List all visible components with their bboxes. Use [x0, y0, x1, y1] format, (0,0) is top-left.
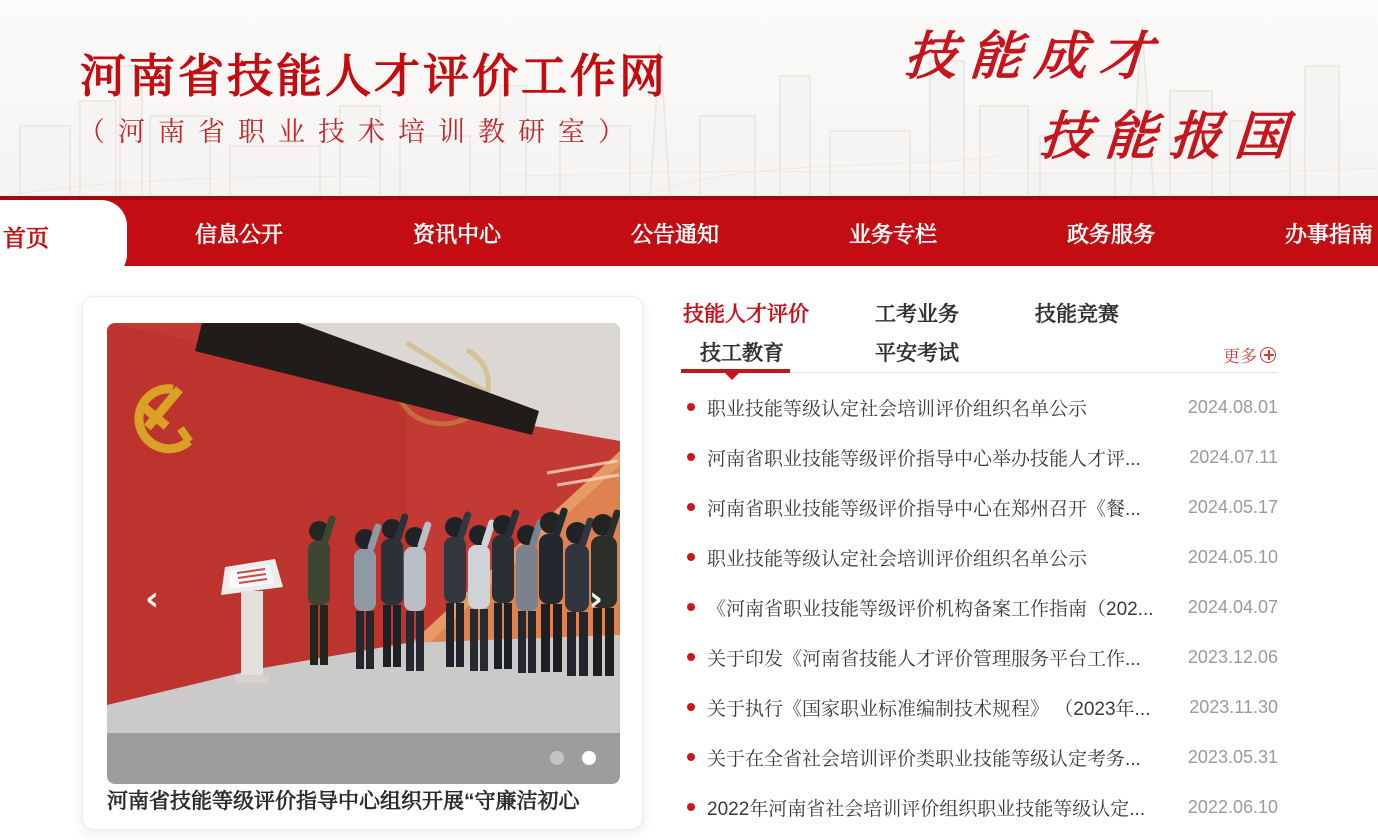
- news-item-date: 2022.06.10: [1187, 796, 1278, 817]
- slogan-line-1: 技能成才: [902, 26, 1167, 87]
- news-item-title: 河南省职业技能等级评价指导中心举办技能人才评...: [707, 448, 1141, 470]
- news-item-title: 2022年河南省社会培训评价组织职业技能等级认定...: [707, 798, 1146, 820]
- nav-item[interactable]: [348, 200, 566, 266]
- news-item-title: 职业技能等级认定社会培训评价组织名单公示: [707, 548, 1088, 570]
- news-item-date: 2024.04.07: [1187, 596, 1278, 617]
- bullet-dot-icon: [687, 753, 695, 761]
- bullet-dot-icon: [687, 803, 695, 811]
- more-link[interactable]: [1223, 342, 1276, 367]
- nav-item[interactable]: [1002, 200, 1220, 266]
- active-tab-indicator: [681, 369, 790, 373]
- news-item-date: 2023.12.06: [1187, 646, 1278, 667]
- bullet-dot-icon: [687, 403, 695, 411]
- nav-item-label: 业务专栏: [848, 221, 937, 247]
- news-list-item[interactable]: [681, 532, 1278, 582]
- nav-item-label: 公告通知: [630, 221, 719, 247]
- news-item-title: 关于执行《国家职业标准编制技术规程》 （2023年...: [707, 698, 1151, 720]
- news-list-item[interactable]: [681, 582, 1278, 632]
- tab-separator-line: [790, 372, 1278, 373]
- news-tab-worker-exam-business[interactable]: 工考业务: [875, 303, 959, 326]
- carousel-photo[interactable]: [107, 323, 620, 733]
- news-list-item[interactable]: [681, 432, 1278, 482]
- news-tab-safe-examination[interactable]: 平安考试: [875, 342, 959, 365]
- news-item-date: 2023.05.31: [1187, 746, 1278, 767]
- carousel-dot-1[interactable]: [550, 751, 564, 765]
- carousel-card: [82, 296, 643, 830]
- news-list: [681, 382, 1278, 832]
- news-item-date: 2024.05.10: [1187, 546, 1278, 567]
- main-nav: [0, 200, 1378, 266]
- bullet-dot-icon: [687, 653, 695, 661]
- carousel-prev-button[interactable]: ‹: [144, 579, 159, 619]
- more-label: 更多: [1223, 347, 1257, 366]
- nav-item-label: 信息公开: [194, 221, 283, 247]
- news-item-date: 2024.05.17: [1187, 496, 1278, 517]
- news-item-date: 2023.11.30: [1189, 696, 1278, 717]
- nav-item[interactable]: [566, 200, 784, 266]
- news-tab-technical-education[interactable]: 技工教育: [700, 342, 784, 365]
- news-item-date: 2024.07.11: [1189, 446, 1278, 467]
- slogan-line-2: 技能报国: [1037, 106, 1302, 167]
- site-header: [0, 0, 1378, 196]
- carousel-next-button[interactable]: ›: [588, 579, 603, 619]
- news-tab-skill-talent-evaluation[interactable]: 技能人才评价: [683, 303, 809, 326]
- news-list-item[interactable]: [681, 632, 1278, 682]
- news-item-title: 关于在全省社会培训评价类职业技能等级认定考务...: [707, 748, 1141, 770]
- news-list-item[interactable]: [681, 682, 1278, 732]
- news-panel: [681, 296, 1278, 830]
- bullet-dot-icon: [687, 703, 695, 711]
- nav-item-label: 办事指南: [1284, 221, 1373, 247]
- news-list-item[interactable]: [681, 782, 1278, 832]
- circled-plus-icon: [1260, 347, 1276, 363]
- news-item-title: 《河南省职业技能等级评价机构备案工作指南（202...: [707, 598, 1154, 620]
- nav-item-label: 资讯中心: [412, 221, 501, 247]
- nav-item[interactable]: [130, 200, 348, 266]
- news-item-title: 河南省职业技能等级评价指导中心在郑州召开《餐...: [707, 498, 1141, 520]
- nav-items: [0, 200, 1378, 266]
- nav-item-label: 政务服务: [1066, 221, 1155, 247]
- news-item-title: 职业技能等级认定社会培训评价组织名单公示: [707, 398, 1088, 420]
- nav-home-label: 首页: [3, 225, 49, 251]
- bullet-dot-icon: [687, 453, 695, 461]
- carousel-caption-bar: [107, 733, 620, 784]
- news-list-item[interactable]: [681, 732, 1278, 782]
- nav-item[interactable]: [1220, 200, 1378, 266]
- carousel-dot-2-active[interactable]: [582, 751, 596, 765]
- nav-tab-home-active[interactable]: [0, 200, 127, 280]
- news-item-date: 2024.08.01: [1187, 396, 1278, 417]
- bullet-dot-icon: [687, 503, 695, 511]
- news-list-item[interactable]: [681, 382, 1278, 432]
- nav-item[interactable]: [784, 200, 1002, 266]
- site-subtitle: （河南省职业技术培训教研室）: [78, 117, 638, 147]
- news-list-item[interactable]: [681, 482, 1278, 532]
- oath-ceremony-photo-illustration: [107, 323, 620, 733]
- news-tab-skill-competition[interactable]: 技能竞赛: [1035, 303, 1119, 326]
- bullet-dot-icon: [687, 553, 695, 561]
- site-title: 河南省技能人才评价工作网: [80, 50, 668, 102]
- news-item-title: 关于印发《河南省技能人才评价管理服务平台工作...: [707, 648, 1141, 670]
- carousel-caption-link[interactable]: 河南省技能等级评价指导中心组织开展“守廉洁初心: [107, 790, 580, 813]
- bullet-dot-icon: [687, 603, 695, 611]
